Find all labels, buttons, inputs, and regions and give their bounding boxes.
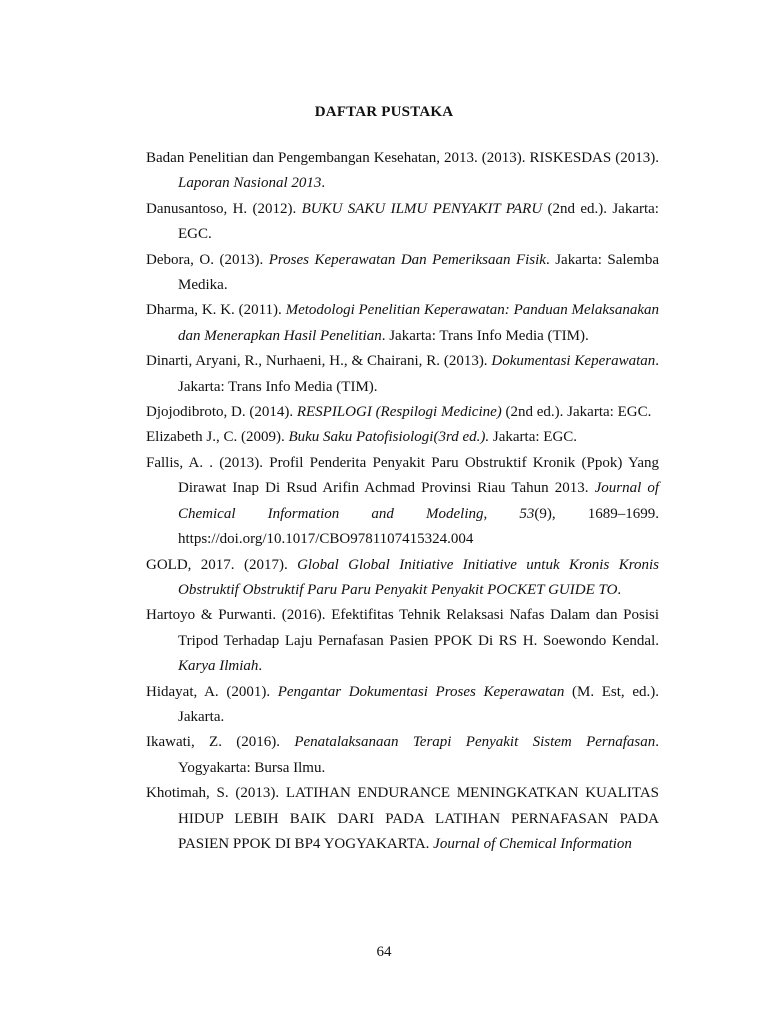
page-number: 64 — [376, 944, 392, 960]
reference-italic-text: Metodologi Penelitian Keperawatan: Panduan Melaksanakan dan Menerapkan Hasil Penelitian — [178, 302, 659, 344]
reference-text: Debora, O. (2013). — [146, 251, 269, 268]
reference-text: Badan Penelitian dan Pengembangan Kesehatan, 2013. (2013). RISKESDAS (2013). — [146, 150, 659, 166]
reference-text: Ikawati, Z. (2016). — [146, 734, 295, 751]
reference-text: Hartoyo & Purwanti. (2016). Efektifitas Tehnik Relaksasi Nafas Dalam dan Posisi Tripod Terhadap Laju Pernafasan Pasien PPOK Di RS H. Soewondo Kendal. — [146, 607, 659, 649]
reference-entry — [146, 349, 659, 400]
reference-text: . Yogyakarta: Bursa Ilmu. — [178, 734, 659, 776]
reference-list — [146, 146, 659, 857]
reference-italic-text: Global Global Initiative Initiative untuk Kronis Kronis Obstruktif Obstruktif Paru Paru Penyakit Penyakit POCKET GUIDE TO — [178, 556, 659, 598]
reference-italic-text: Pengantar Dokumentasi Proses Keperawatan — [277, 683, 565, 700]
page-title: DAFTAR PUSTAKA — [314, 104, 454, 120]
reference-text: (2nd ed.). Jakarta: EGC. — [501, 404, 652, 421]
reference-entry — [146, 248, 659, 299]
reference-italic-text: Proses Keperawatan Dan Pemeriksaan Fisik — [268, 251, 546, 268]
reference-entry — [146, 298, 659, 349]
reference-italic-text: Penatalaksanaan Terapi Penyakit Sistem Pernafasan — [294, 734, 656, 751]
reference-italic-text: Journal of Chemical Information — [433, 835, 632, 852]
reference-text: . — [321, 175, 326, 192]
reference-text: . Jakarta: Trans Info Media (TIM). — [381, 327, 589, 344]
reference-text: Elizabeth J., C. (2009). — [146, 429, 289, 446]
reference-text: (2nd ed.). Jakarta: EGC. — [178, 200, 659, 243]
reference-entry — [146, 400, 659, 425]
reference-italic-text: Laporan Nasional 2013 — [178, 175, 322, 192]
reference-text: (M. Est, ed.). Jakarta. — [178, 683, 659, 725]
reference-entry — [146, 451, 659, 553]
reference-italic-text: Karya Ilmiah — [178, 658, 259, 675]
reference-entry — [146, 730, 659, 781]
reference-entry — [146, 553, 659, 604]
reference-text: Fallis, A. . (2013). Profil Penderita Penyakit Paru Obstruktif Kronik (Ppok) Yang Dirawat Inap Di Rsud Arifin Achmad Provinsi Riau Tahun 2013. — [146, 454, 659, 497]
reference-text: Khotimah, S. (2013). LATIHAN ENDURANCE MENINGKATKAN KUALITAS HIDUP LEBIH BAIK DARI PADA LATIHAN PERNAFASAN PADA PASIEN PPOK DI BP4 YOGYAKARTA. — [146, 785, 659, 852]
reference-italic-text: BUKU SAKU ILMU PENYAKIT PARU — [301, 200, 543, 217]
reference-entry — [146, 603, 659, 679]
reference-italic-text: Buku Saku Patofisiologi(3rd ed.). — [288, 429, 490, 446]
reference-text: Dharma, K. K. (2011). — [146, 302, 286, 319]
reference-text: . Jakarta: Trans Info Media (TIM). — [178, 353, 660, 395]
reference-italic-text: Journal of Chemical Information and Modeling — [178, 480, 659, 522]
reference-italic-text: Dokumentasi Keperawatan — [491, 353, 656, 370]
reference-text: Djojodibroto, D. (2014). — [146, 404, 297, 421]
reference-text: , — [483, 505, 520, 522]
reference-entry — [146, 197, 659, 248]
reference-text: GOLD, 2017. (2017). — [146, 556, 298, 573]
reference-text: . Jakarta: Salemba Medika. — [178, 251, 660, 294]
reference-text: (9), 1689–1699. https://doi.org/10.1017/CBO9781107415324.004 — [178, 505, 659, 548]
reference-text: Dinarti, Aryani, R., Nurhaeni, H., & Chairani, R. (2013). — [146, 353, 492, 370]
reference-text: Hidayat, A. (2001). — [146, 683, 278, 700]
reference-entry — [146, 425, 659, 450]
reference-entry — [146, 680, 659, 731]
reference-text: Danusantoso, H. (2012). — [146, 200, 302, 217]
reference-entry — [146, 781, 659, 857]
reference-text: Jakarta: EGC. — [489, 429, 578, 446]
reference-text: . — [617, 581, 622, 598]
reference-entry — [146, 146, 659, 197]
reference-italic-text: RESPILOGI (Respilogi Medicine) — [296, 404, 502, 421]
reference-text: . — [258, 658, 263, 675]
reference-italic-text: 53 — [519, 505, 535, 522]
